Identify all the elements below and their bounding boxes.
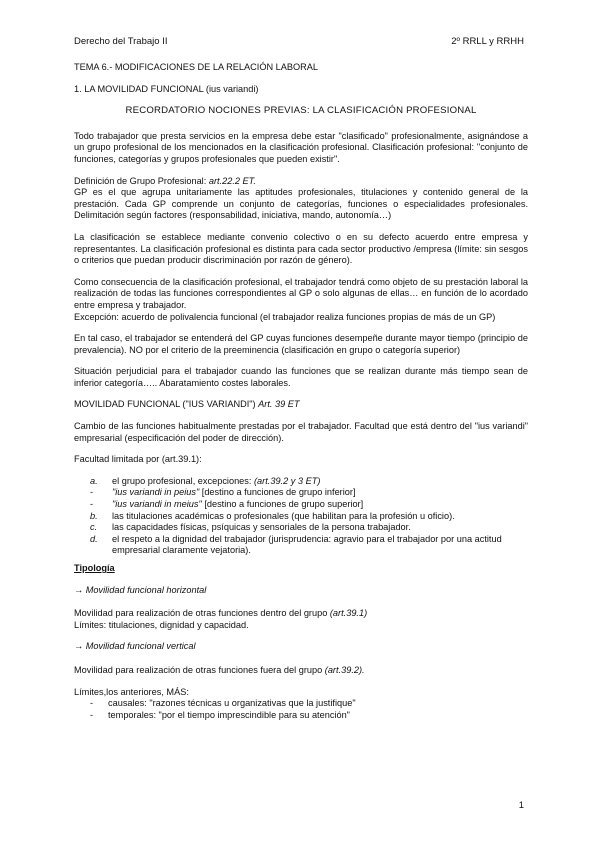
list-item [74, 534, 528, 557]
list-marker: - [90, 499, 94, 510]
list-item [74, 476, 528, 488]
horizontal-text: Movilidad para realización de otras funciones dentro del grupo [74, 608, 330, 619]
list-marker: a. [90, 475, 98, 486]
paragraph-excepcion: Excepción: acuerdo de polivalencia funcional (el trabajador realiza funciones propias de más de un GP) [74, 311, 496, 322]
paragraph-consecuencia [74, 277, 528, 323]
limits-more: Límites,los anteriores, MÁS: [74, 686, 189, 697]
topic-title: TEMA 6.- MODIFICACIONES DE LA RELACIÓN LABORAL [74, 62, 319, 72]
horizontal-ref: (art.39.1) [329, 608, 368, 619]
page-number: 1 [518, 800, 524, 811]
vertical-heading: → Movilidad funcional vertical [74, 641, 196, 652]
centered-heading: RECORDATORIO NOCIONES PREVIAS: LA CLASIFICACIÓN PROFESIONAL [125, 105, 477, 117]
movilidad-heading-ref: Art. 39 ET [258, 399, 300, 410]
vertical-ref: (art.39.2). [324, 664, 365, 675]
gp-definition-label: Definición de Grupo Profesional: [74, 175, 209, 186]
list-item-text: [destino a funciones de grupo inferior] [199, 487, 356, 498]
document-body [74, 62, 528, 721]
paragraph-convenio: La clasificación se establece mediante convenio colectivo o en su defecto acuerdo entre empresa y representantes. La clasificación profesional es distinta para cada sector productivo /empresa (límite: sin sesgos o criterios que puedan producir discriminación por razón de género). [74, 231, 528, 266]
list-item-ref: (art.39.2 y 3 ET) [254, 475, 321, 486]
list-item-text: el respeto a la dignidad del trabajador (jurisprudencia: agravio para el trabajador por una actitud empresarial claramente vejatoria). [112, 533, 502, 556]
list-item-text: causales: "razones técnicas u organizativas que la justifique" [108, 698, 356, 709]
list-item [74, 499, 528, 511]
movilidad-heading-label: MOVILIDAD FUNCIONAL ("IUS VARIANDI") [74, 399, 259, 410]
list-marker: - [90, 709, 94, 720]
horizontal-heading: → Movilidad funcional horizontal [74, 584, 207, 595]
list-item [74, 710, 528, 722]
gp-definition-ref: art.22.2 ET. [208, 175, 256, 186]
list-item [74, 511, 528, 523]
list-item-text: las capacidades físicas, psíquicas y sensoriales de la persona trabajador. [112, 522, 411, 533]
list-marker: c. [90, 522, 98, 533]
paragraph-cambio: Cambio de las funciones habitualmente prestadas por el trabajador. Facultad que está dentro del "ius variandi" empresarial (especificación del poder de dirección). [74, 421, 528, 443]
list-item-quote: "ius variandi in meius" [112, 499, 202, 510]
vertical-section [74, 665, 528, 677]
list-item-quote: "ius variandi in peius" [112, 487, 200, 498]
horizontal-limits: Límites: titulaciones, dignidad y capacidad. [74, 619, 249, 630]
list-item-text: temporales: "por el tiempo imprescindible para su atención" [108, 709, 350, 720]
list-item-text: el grupo profesional, excepciones: [112, 475, 254, 486]
paragraph-clasificacion: Todo trabajador que presta servicios en la empresa debe estar "clasificado" profesionalmente, asignándose a un grupo profesional de los mencionados en la clasificación profesional. Clasificación profesional: "conjunto de funciones, categorías y grupos profesionales que pueden existir". [74, 130, 528, 164]
list-item-text: las titulaciones académicas o profesionales (que habilitan para la profesión u oficio). [112, 510, 455, 521]
list-marker: b. [90, 510, 98, 521]
list-marker: d. [90, 533, 98, 544]
horizontal-section [74, 608, 528, 631]
limits-sublist [74, 698, 528, 721]
movilidad-heading [74, 399, 528, 411]
list-item-text: [destino a funciones de grupo superior] [201, 499, 364, 510]
header-course: Derecho del Trabajo II [74, 36, 168, 47]
gp-definition [74, 176, 528, 222]
vertical-text: Movilidad para realización de otras funciones fuera del grupo [74, 664, 325, 675]
section-heading: 1. LA MOVILIDAD FUNCIONAL (ius variandi) [74, 83, 259, 94]
tipologia-heading: Tipología [74, 563, 115, 573]
list-marker: - [90, 698, 94, 709]
paragraph-perjudicial: Situación perjudicial para el trabajador cuando las funciones que se realizan durante más tiempo sean de inferior categoría….. Abaratamiento costes laborales. [74, 366, 528, 388]
list-marker: - [90, 487, 94, 498]
paragraph-prevalencia: En tal caso, el trabajador se entenderá del GP cuyas funciones desempeñe durante mayor tiempo (principio de prevalencia). NO por el criterio de la preeminencia (clasificación en grupo o categoría superior) [74, 333, 528, 355]
list-item [74, 522, 528, 534]
list-item [74, 698, 528, 710]
paragraph-consecuencia-text: Como consecuencia de la clasificación profesional, el trabajador tendrá como objeto de su prestación laboral la realización de todas las funciones correspondientes al GP o solo algunas de ellas… en función de lo acordado entre empresa y trabajador. [74, 276, 528, 310]
header-degree: 2º RRLL y RRHH [451, 36, 524, 47]
paragraph-facultad: Facultad limitada por (art.39.1): [74, 454, 202, 465]
list-item [74, 487, 528, 499]
gp-definition-body: GP es el que agrupa unitariamente las aptitudes profesionales, titulaciones y contenido general de la prestación. Cada GP comprende un conjunto de categorías, funciones o especialidades profesionales. Delimitación según factores (responsabilidad, iniciativa, mando, autonomía…) [74, 187, 528, 221]
limits-list [74, 476, 528, 557]
